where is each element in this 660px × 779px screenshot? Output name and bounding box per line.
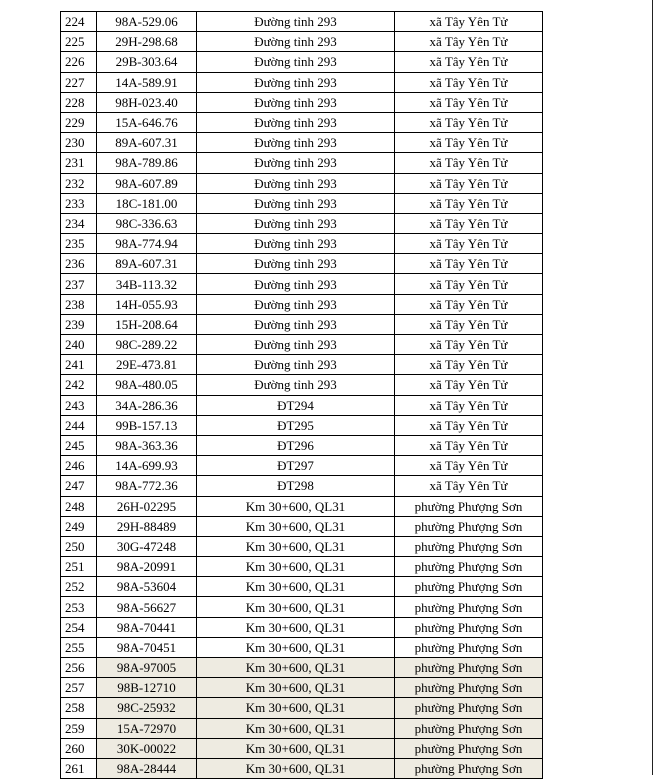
row-number-cell: 256 xyxy=(61,658,97,678)
plate-cell: 98C-336.63 xyxy=(97,213,197,233)
location-cell: Đường tỉnh 293 xyxy=(197,32,395,52)
table-row xyxy=(61,375,543,395)
plate-cell: 30K-00022 xyxy=(97,738,197,758)
location-cell: Đường tỉnh 293 xyxy=(197,294,395,314)
location-cell: Đường tỉnh 293 xyxy=(197,213,395,233)
table-row xyxy=(61,254,543,274)
unit-cell: phường Phượng Sơn xyxy=(395,496,543,516)
row-number-cell: 252 xyxy=(61,577,97,597)
unit-cell: xã Tây Yên Tử xyxy=(395,355,543,375)
unit-cell: xã Tây Yên Tử xyxy=(395,234,543,254)
location-cell: Km 30+600, QL31 xyxy=(197,718,395,738)
location-cell: Km 30+600, QL31 xyxy=(197,738,395,758)
unit-cell: xã Tây Yên Tử xyxy=(395,314,543,334)
location-cell: Km 30+600, QL31 xyxy=(197,678,395,698)
plate-cell: 89A-607.31 xyxy=(97,254,197,274)
row-number-cell: 249 xyxy=(61,516,97,536)
plate-cell: 98A-789.86 xyxy=(97,153,197,173)
unit-cell: xã Tây Yên Tử xyxy=(395,72,543,92)
row-number-cell: 243 xyxy=(61,395,97,415)
plate-cell: 98A-529.06 xyxy=(97,12,197,32)
plate-cell: 15H-208.64 xyxy=(97,314,197,334)
unit-cell: phường Phượng Sơn xyxy=(395,698,543,718)
unit-cell: phường Phượng Sơn xyxy=(395,718,543,738)
row-number-cell: 241 xyxy=(61,355,97,375)
unit-cell: xã Tây Yên Tử xyxy=(395,32,543,52)
row-number-cell: 246 xyxy=(61,456,97,476)
location-cell: Km 30+600, QL31 xyxy=(197,577,395,597)
plate-cell: 98A-607.89 xyxy=(97,173,197,193)
table-row xyxy=(61,456,543,476)
unit-cell: xã Tây Yên Tử xyxy=(395,415,543,435)
table-row xyxy=(61,173,543,193)
row-number-cell: 254 xyxy=(61,617,97,637)
table-row xyxy=(61,536,543,556)
row-number-cell: 250 xyxy=(61,536,97,556)
unit-cell: xã Tây Yên Tử xyxy=(395,92,543,112)
table-row xyxy=(61,153,543,173)
table-row xyxy=(61,577,543,597)
row-number-cell: 261 xyxy=(61,758,97,778)
plate-cell: 26H-02295 xyxy=(97,496,197,516)
location-cell: Km 30+600, QL31 xyxy=(197,637,395,657)
row-number-cell: 226 xyxy=(61,52,97,72)
location-cell: ĐT294 xyxy=(197,395,395,415)
plate-cell: 29H-298.68 xyxy=(97,32,197,52)
location-cell: Km 30+600, QL31 xyxy=(197,658,395,678)
plate-cell: 98B-12710 xyxy=(97,678,197,698)
unit-cell: phường Phượng Sơn xyxy=(395,678,543,698)
row-number-cell: 230 xyxy=(61,133,97,153)
row-number-cell: 231 xyxy=(61,153,97,173)
row-number-cell: 229 xyxy=(61,112,97,132)
table-row xyxy=(61,617,543,637)
table-row xyxy=(61,738,543,758)
unit-cell: xã Tây Yên Tử xyxy=(395,435,543,455)
unit-cell: xã Tây Yên Tử xyxy=(395,52,543,72)
row-number-cell: 235 xyxy=(61,234,97,254)
row-number-cell: 244 xyxy=(61,415,97,435)
unit-cell: xã Tây Yên Tử xyxy=(395,12,543,32)
location-cell: Đường tỉnh 293 xyxy=(197,234,395,254)
unit-cell: xã Tây Yên Tử xyxy=(395,476,543,496)
table-row xyxy=(61,72,543,92)
row-number-cell: 224 xyxy=(61,12,97,32)
plate-cell: 98A-480.05 xyxy=(97,375,197,395)
plate-cell: 98C-25932 xyxy=(97,698,197,718)
plate-cell: 29E-473.81 xyxy=(97,355,197,375)
plate-cell: 29B-303.64 xyxy=(97,52,197,72)
unit-cell: phường Phượng Sơn xyxy=(395,738,543,758)
table-row xyxy=(61,112,543,132)
plate-cell: 98A-53604 xyxy=(97,577,197,597)
row-number-cell: 227 xyxy=(61,72,97,92)
row-number-cell: 260 xyxy=(61,738,97,758)
row-number-cell: 245 xyxy=(61,435,97,455)
table-row xyxy=(61,597,543,617)
unit-cell: phường Phượng Sơn xyxy=(395,617,543,637)
unit-cell: phường Phượng Sơn xyxy=(395,536,543,556)
plate-cell: 15A-646.76 xyxy=(97,112,197,132)
row-number-cell: 225 xyxy=(61,32,97,52)
unit-cell: phường Phượng Sơn xyxy=(395,597,543,617)
row-number-cell: 253 xyxy=(61,597,97,617)
table-row xyxy=(61,52,543,72)
row-number-cell: 237 xyxy=(61,274,97,294)
table-row xyxy=(61,658,543,678)
row-number-cell: 233 xyxy=(61,193,97,213)
location-cell: ĐT297 xyxy=(197,456,395,476)
location-cell: ĐT298 xyxy=(197,476,395,496)
location-cell: Đường tỉnh 293 xyxy=(197,193,395,213)
location-cell: ĐT295 xyxy=(197,415,395,435)
plate-cell: 14H-055.93 xyxy=(97,294,197,314)
row-number-cell: 257 xyxy=(61,678,97,698)
location-cell: Km 30+600, QL31 xyxy=(197,496,395,516)
row-number-cell: 236 xyxy=(61,254,97,274)
row-number-cell: 258 xyxy=(61,698,97,718)
location-cell: Đường tỉnh 293 xyxy=(197,375,395,395)
unit-cell: phường Phượng Sơn xyxy=(395,658,543,678)
unit-cell: xã Tây Yên Tử xyxy=(395,193,543,213)
table-row xyxy=(61,274,543,294)
unit-cell: xã Tây Yên Tử xyxy=(395,375,543,395)
row-number-cell: 247 xyxy=(61,476,97,496)
plate-cell: 98A-772.36 xyxy=(97,476,197,496)
plate-cell: 98A-97005 xyxy=(97,658,197,678)
location-cell: Đường tỉnh 293 xyxy=(197,52,395,72)
location-cell: Km 30+600, QL31 xyxy=(197,617,395,637)
plate-cell: 34A-286.36 xyxy=(97,395,197,415)
plate-cell: 98C-289.22 xyxy=(97,335,197,355)
row-number-cell: 248 xyxy=(61,496,97,516)
table-row xyxy=(61,557,543,577)
unit-cell: xã Tây Yên Tử xyxy=(395,395,543,415)
location-cell: Đường tỉnh 293 xyxy=(197,153,395,173)
plate-cell: 29H-88489 xyxy=(97,516,197,536)
table-row xyxy=(61,335,543,355)
violation-table xyxy=(60,11,543,779)
plate-cell: 18C-181.00 xyxy=(97,193,197,213)
plate-cell: 15A-72970 xyxy=(97,718,197,738)
table-row xyxy=(61,314,543,334)
location-cell: Đường tỉnh 293 xyxy=(197,92,395,112)
table-row xyxy=(61,758,543,778)
location-cell: Km 30+600, QL31 xyxy=(197,758,395,778)
plate-cell: 98A-20991 xyxy=(97,557,197,577)
location-cell: Đường tỉnh 293 xyxy=(197,72,395,92)
row-number-cell: 232 xyxy=(61,173,97,193)
location-cell: Đường tỉnh 293 xyxy=(197,355,395,375)
location-cell: ĐT296 xyxy=(197,435,395,455)
unit-cell: phường Phượng Sơn xyxy=(395,557,543,577)
location-cell: Đường tỉnh 293 xyxy=(197,274,395,294)
location-cell: Đường tỉnh 293 xyxy=(197,335,395,355)
unit-cell: xã Tây Yên Tử xyxy=(395,213,543,233)
row-number-cell: 240 xyxy=(61,335,97,355)
table-row xyxy=(61,193,543,213)
plate-cell: 30G-47248 xyxy=(97,536,197,556)
unit-cell: xã Tây Yên Tử xyxy=(395,335,543,355)
plate-cell: 98A-774.94 xyxy=(97,234,197,254)
table-row xyxy=(61,234,543,254)
plate-cell: 98A-70441 xyxy=(97,617,197,637)
location-cell: Đường tỉnh 293 xyxy=(197,12,395,32)
unit-cell: xã Tây Yên Tử xyxy=(395,254,543,274)
plate-cell: 98A-56627 xyxy=(97,597,197,617)
unit-cell: phường Phượng Sơn xyxy=(395,577,543,597)
plate-cell: 34B-113.32 xyxy=(97,274,197,294)
row-number-cell: 238 xyxy=(61,294,97,314)
unit-cell: xã Tây Yên Tử xyxy=(395,294,543,314)
unit-cell: xã Tây Yên Tử xyxy=(395,173,543,193)
table-row xyxy=(61,415,543,435)
table-row xyxy=(61,718,543,738)
location-cell: Km 30+600, QL31 xyxy=(197,557,395,577)
plate-cell: 14A-589.91 xyxy=(97,72,197,92)
table-row xyxy=(61,516,543,536)
unit-cell: phường Phượng Sơn xyxy=(395,758,543,778)
table-body xyxy=(61,12,543,779)
plate-cell: 98H-023.40 xyxy=(97,92,197,112)
plate-cell: 98A-363.36 xyxy=(97,435,197,455)
table-row xyxy=(61,678,543,698)
unit-cell: phường Phượng Sơn xyxy=(395,637,543,657)
table-row xyxy=(61,133,543,153)
location-cell: Đường tỉnh 293 xyxy=(197,173,395,193)
table-row xyxy=(61,435,543,455)
location-cell: Km 30+600, QL31 xyxy=(197,536,395,556)
table-row xyxy=(61,32,543,52)
unit-cell: xã Tây Yên Tử xyxy=(395,153,543,173)
table-row xyxy=(61,476,543,496)
row-number-cell: 239 xyxy=(61,314,97,334)
location-cell: Km 30+600, QL31 xyxy=(197,698,395,718)
unit-cell: xã Tây Yên Tử xyxy=(395,133,543,153)
plate-cell: 98A-28444 xyxy=(97,758,197,778)
plate-cell: 14A-699.93 xyxy=(97,456,197,476)
unit-cell: xã Tây Yên Tử xyxy=(395,112,543,132)
table-row xyxy=(61,12,543,32)
row-number-cell: 242 xyxy=(61,375,97,395)
location-cell: Đường tỉnh 293 xyxy=(197,314,395,334)
unit-cell: xã Tây Yên Tử xyxy=(395,456,543,476)
row-number-cell: 234 xyxy=(61,213,97,233)
table-row xyxy=(61,213,543,233)
table-row xyxy=(61,355,543,375)
plate-cell: 99B-157.13 xyxy=(97,415,197,435)
table-row xyxy=(61,637,543,657)
table-row xyxy=(61,294,543,314)
location-cell: Km 30+600, QL31 xyxy=(197,597,395,617)
row-number-cell: 251 xyxy=(61,557,97,577)
row-number-cell: 255 xyxy=(61,637,97,657)
plate-cell: 98A-70451 xyxy=(97,637,197,657)
location-cell: Đường tỉnh 293 xyxy=(197,112,395,132)
location-cell: Đường tỉnh 293 xyxy=(197,254,395,274)
page-right-border xyxy=(652,0,653,775)
location-cell: Đường tỉnh 293 xyxy=(197,133,395,153)
row-number-cell: 228 xyxy=(61,92,97,112)
table-row xyxy=(61,496,543,516)
location-cell: Km 30+600, QL31 xyxy=(197,516,395,536)
plate-cell: 89A-607.31 xyxy=(97,133,197,153)
table-row xyxy=(61,92,543,112)
table-row xyxy=(61,395,543,415)
row-number-cell: 259 xyxy=(61,718,97,738)
unit-cell: xã Tây Yên Tử xyxy=(395,274,543,294)
unit-cell: phường Phượng Sơn xyxy=(395,516,543,536)
table-row xyxy=(61,698,543,718)
